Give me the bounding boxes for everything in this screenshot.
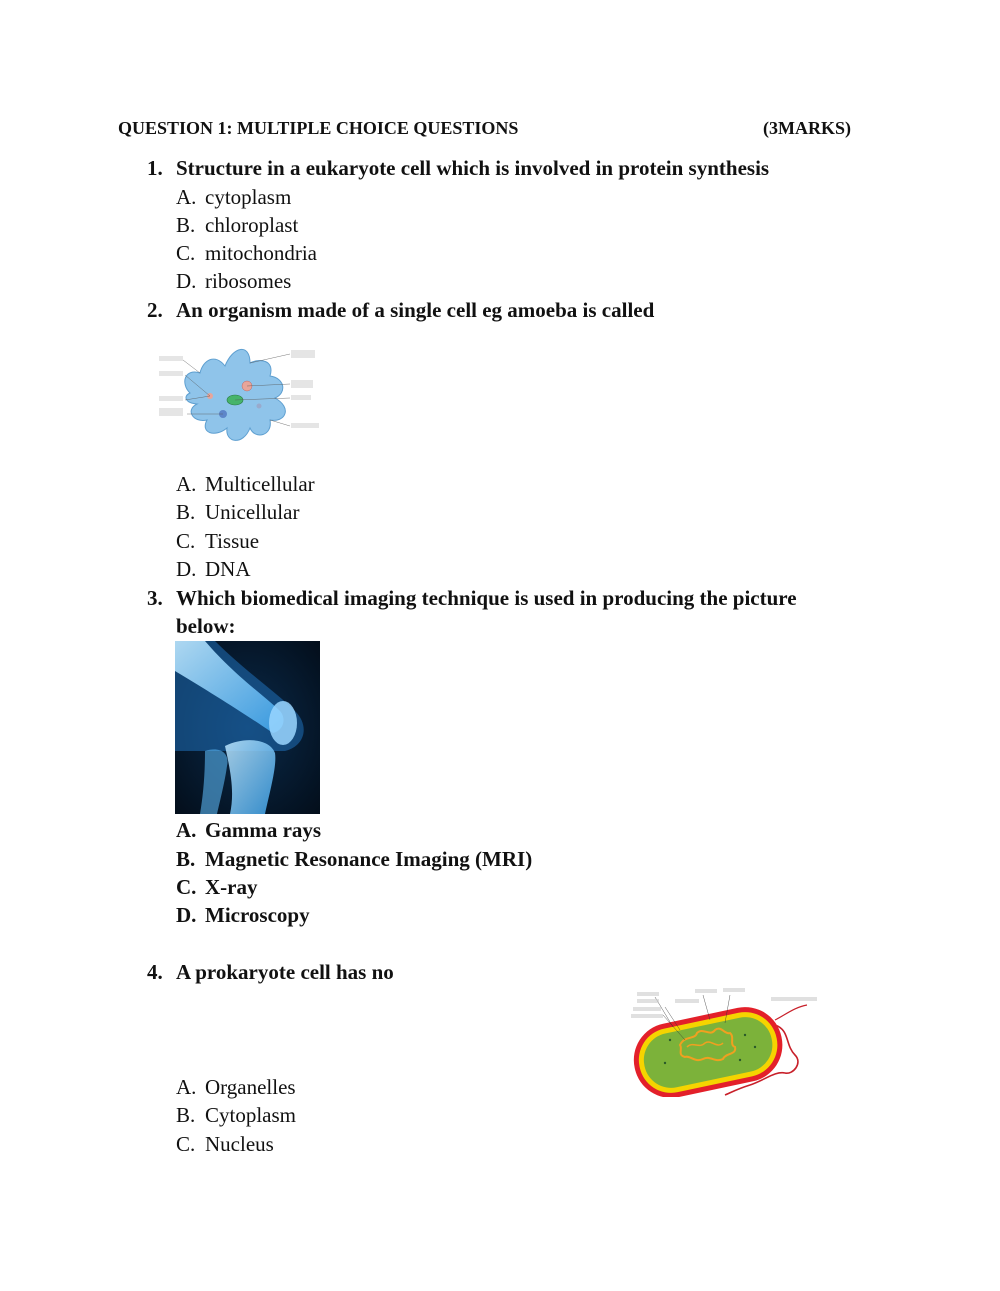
option-text: mitochondria	[205, 241, 317, 265]
option-item[interactable]	[176, 500, 299, 525]
option-item[interactable]	[176, 241, 317, 266]
option-text: Multicellular	[205, 472, 315, 496]
prokaryote-illustration	[625, 985, 820, 1097]
question-text: Which biomedical imaging technique is used in producing the picture	[176, 586, 797, 610]
option-item[interactable]	[176, 847, 532, 872]
question-text: An organism made of a single cell eg amoeba is called	[176, 298, 655, 322]
option-letter: B.	[176, 500, 196, 524]
option-text: Organelles	[205, 1075, 296, 1099]
option-letter: A.	[176, 1075, 197, 1099]
option-letter: D.	[176, 903, 197, 927]
option-text: chloroplast	[205, 213, 299, 237]
option-item[interactable]	[176, 875, 257, 900]
option-letter: D.	[176, 269, 197, 293]
option-text: Tissue	[205, 529, 260, 553]
option-item[interactable]	[176, 1132, 274, 1157]
option-item[interactable]	[176, 1075, 296, 1100]
option-letter: C.	[176, 875, 197, 899]
option-text: cytoplasm	[205, 185, 292, 209]
option-letter: A.	[176, 472, 197, 496]
option-letter: B.	[176, 847, 196, 871]
knee-xray-image	[175, 641, 320, 814]
question-number: 1.	[147, 156, 163, 180]
amoeba-diagram	[155, 338, 325, 458]
option-text: Nucleus	[205, 1132, 274, 1156]
amoeba-illustration	[155, 338, 325, 458]
option-item[interactable]	[176, 1103, 296, 1128]
option-letter: A.	[176, 185, 197, 209]
option-item[interactable]	[176, 269, 291, 294]
section-title: QUESTION 1: MULTIPLE CHOICE QUESTIONS	[118, 118, 519, 138]
question-number: 2.	[147, 298, 163, 322]
option-item[interactable]	[176, 903, 310, 928]
option-item[interactable]	[176, 185, 291, 210]
question-number: 3.	[147, 586, 163, 610]
option-item[interactable]	[176, 818, 321, 843]
option-text: Gamma rays	[205, 818, 322, 842]
option-letter: B.	[176, 213, 196, 237]
option-item[interactable]	[176, 472, 315, 497]
option-text: Microscopy	[205, 903, 310, 927]
option-text: X-ray	[205, 875, 258, 899]
option-letter: C.	[176, 241, 196, 265]
option-letter: C.	[176, 1132, 196, 1156]
option-letter: B.	[176, 1103, 196, 1127]
option-text: DNA	[205, 557, 251, 581]
marks-label: (3MARKS)	[763, 118, 851, 138]
xray-illustration	[175, 641, 320, 814]
option-text: Magnetic Resonance Imaging (MRI)	[205, 847, 533, 871]
option-letter: C.	[176, 529, 196, 553]
option-text: Unicellular	[205, 500, 300, 524]
question-text: A prokaryote cell has no	[176, 960, 394, 984]
option-item[interactable]	[176, 557, 251, 582]
prokaryote-cell-diagram	[625, 985, 820, 1097]
option-item[interactable]	[176, 213, 298, 238]
option-letter: A.	[176, 818, 197, 842]
option-text: ribosomes	[205, 269, 292, 293]
question-text-continued: below:	[176, 614, 236, 638]
option-text: Cytoplasm	[205, 1103, 297, 1127]
option-letter: D.	[176, 557, 197, 581]
option-item[interactable]	[176, 529, 259, 554]
question-text: Structure in a eukaryote cell which is involved in protein synthesis	[176, 156, 770, 180]
question-number: 4.	[147, 960, 163, 984]
